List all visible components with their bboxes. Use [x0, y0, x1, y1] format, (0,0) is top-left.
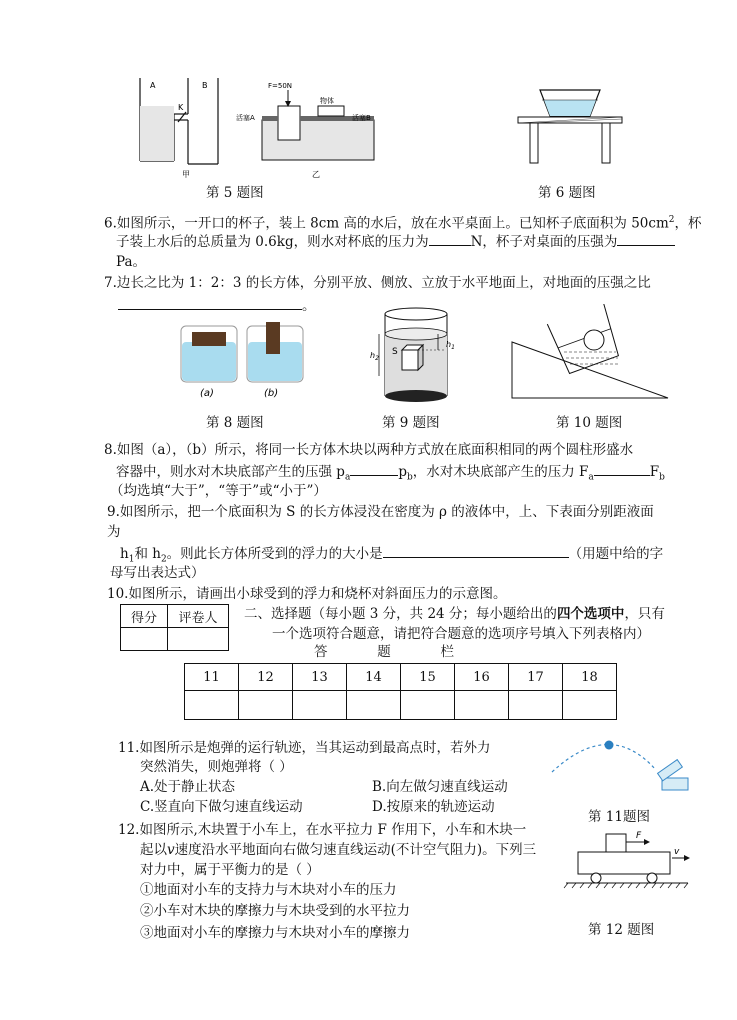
q8-text2d: F: [649, 464, 660, 480]
section2-line1: [244, 604, 665, 624]
q12-option-3[interactable]: ③地面对小车的摩擦力与木块对小车的摩擦力: [140, 925, 410, 941]
q8-sub-fa: a: [588, 472, 594, 483]
fig9-h2-h: h: [370, 351, 376, 360]
q12-option-1[interactable]: ①地面对小车的支持力与木块对小车的压力: [140, 882, 397, 898]
q8-blank-force[interactable]: [594, 461, 650, 476]
fig5-label-force: F=50N: [268, 82, 293, 90]
answer-cell-16[interactable]: [455, 691, 509, 720]
fig9-h2-sub: 2: [375, 355, 379, 362]
figure-6: [510, 86, 630, 166]
q8-text2b: p: [398, 464, 407, 480]
answer-title-3: 栏: [440, 644, 454, 660]
figure-5: [130, 76, 390, 180]
q8-text2c: ，水对木块底部产生的压力 F: [412, 464, 589, 480]
grader-cell[interactable]: [168, 628, 229, 651]
answer-cell-12[interactable]: [239, 691, 293, 720]
fig5-label-piston-b: 活塞B: [352, 114, 371, 122]
q9-h: h: [120, 546, 129, 562]
section2-text1c: ，只有: [624, 606, 665, 622]
q6-text2b: N，杯子对桌面的压强为: [470, 234, 618, 250]
q9-blank-buoyancy[interactable]: [383, 543, 569, 558]
score-box: [120, 604, 229, 651]
fig5-label-piston-a: 活塞A: [236, 114, 255, 122]
q10-line1: 10.如图所示，请画出小球受到的浮力和烧杯对斜面压力的示意图。: [107, 586, 507, 602]
fig5-label-jia: 甲: [182, 170, 190, 179]
fig11-caption: 第 11题图: [588, 809, 650, 825]
section2-text1a: 二、选择题（每小题 3 分，共 24 分；每小题给出的: [244, 606, 557, 622]
q8-sub-fb: b: [659, 472, 665, 483]
fig9-h1-sub: 1: [451, 344, 455, 351]
q9-text3c: 。则此长方体所受到的浮力的大小是: [166, 546, 383, 562]
q6-text1: 6.如图所示，一开口的杯子，装上 8cm 高的水后，放在水平桌面上。已知杯子底面积为 50cm: [104, 215, 669, 232]
grader-header: 评卷人: [168, 605, 229, 628]
q12-option-2[interactable]: ②小车对木块的摩擦力与木块受到的水平拉力: [140, 903, 410, 919]
q8-sub-a: a: [344, 472, 351, 483]
answer-cell-14[interactable]: [347, 691, 401, 720]
figure-8: [178, 318, 310, 402]
figure-10: [508, 304, 670, 400]
figure-9: [366, 304, 466, 408]
answer-col-11: 11: [185, 664, 239, 691]
q11-option-b[interactable]: B.向左做匀速直线运动: [372, 779, 508, 795]
q9-sub1: 1: [128, 554, 135, 565]
q12-line1: 12.如图所示,木块置于小车上，在水平拉力 F 作用下，小车和木块一: [118, 822, 527, 838]
answer-title-2: 题: [377, 644, 391, 660]
fig5-label-k: K: [178, 103, 184, 112]
q8-blank-pressure[interactable]: [350, 461, 398, 476]
q12-line3: 对力中，属于平衡力的是（ ）: [140, 862, 320, 878]
q6-line1: [104, 210, 701, 234]
fig12-caption: 第 12 题图: [588, 922, 655, 938]
q7-line1: 7.边长之比为 1：2：3 的长方体，分别平放、侧放、立放于水平地面上，对地面的压强之比: [104, 275, 651, 291]
answer-col-14: 14: [347, 664, 401, 691]
q6-line2: [116, 231, 675, 252]
q12-text2b: 速度沿水平地面向右做匀速直线运动(不计空气阻力)。下列三: [174, 842, 537, 858]
answer-cell-17[interactable]: [509, 691, 563, 720]
q6-sup: 2: [668, 215, 675, 225]
answer-title: [314, 642, 454, 662]
section2-line2: 一个选项符合题意，请把符合题意的选项序号填入下列表格内）: [272, 626, 650, 642]
answer-cell-15[interactable]: [401, 691, 455, 720]
q9-text3d: （用题中给的字: [568, 546, 664, 562]
answer-col-15: 15: [401, 664, 455, 691]
q7-blank-ratio[interactable]: [118, 295, 302, 310]
fig9-h1-h: h: [446, 340, 452, 349]
answer-col-12: 12: [239, 664, 293, 691]
fig10-caption: 第 10 题图: [556, 415, 623, 431]
q12-text2a: 起以: [140, 842, 167, 858]
q7-end: 。: [302, 298, 316, 314]
q7-line2: [118, 295, 316, 316]
fig5-label-yi: 乙: [312, 170, 320, 179]
answer-col-18: 18: [563, 664, 617, 691]
q11-option-a[interactable]: A.处于静止状态: [140, 779, 236, 795]
answer-col-17: 17: [509, 664, 563, 691]
fig9-label-h2: [370, 351, 379, 362]
q6-blank-force[interactable]: [429, 231, 471, 246]
q6-text2a: 子装上水后的总质量为 0.6kg，则水对杯底的压力为: [116, 234, 429, 250]
answer-col-13: 13: [293, 664, 347, 691]
score-header: 得分: [121, 605, 168, 628]
q11-line1: 11.如图所示是炮弹的运行轨迹，当其运动到最高点时，若外力: [118, 740, 491, 756]
fig8-label-b: (b): [264, 388, 279, 399]
q9-line4: 母写出表达式）: [110, 565, 205, 581]
answer-cell-11[interactable]: [185, 691, 239, 720]
q8-line3: （均选填“大于”，“等于”或“小于”）: [110, 483, 327, 499]
q11-line2: 突然消失，则炮弹将（ ）: [140, 759, 293, 775]
answer-cell-18[interactable]: [563, 691, 617, 720]
fig5-label-a: A: [150, 81, 156, 90]
q9-sub2: 2: [160, 554, 167, 565]
score-cell[interactable]: [121, 628, 168, 651]
q6-line3: Pa。: [116, 254, 147, 270]
fig9-label-s: S: [392, 347, 398, 357]
q11-option-c[interactable]: C.竖直向下做匀速直线运动: [140, 799, 303, 815]
figure-11: [548, 734, 694, 798]
answer-table: [184, 663, 617, 720]
fig5-label-b: B: [202, 81, 208, 90]
answer-title-1: 答: [314, 644, 328, 660]
fig12-label-v: v: [674, 847, 680, 857]
figure-12: [562, 826, 692, 890]
q12-v: v: [167, 842, 175, 858]
q6-blank-pressure[interactable]: [617, 231, 675, 246]
answer-cell-13[interactable]: [293, 691, 347, 720]
fig8-caption: 第 8 题图: [206, 415, 264, 431]
q9-text3b: 和 h: [134, 546, 161, 562]
fig8-label-a: (a): [200, 388, 214, 399]
q6-text1b: ，杯: [674, 215, 702, 232]
fig5-label-object: 物体: [320, 97, 334, 105]
q11-option-d[interactable]: D.按原来的轨迹运动: [372, 799, 495, 815]
section2-text1b: 四个选项中: [556, 606, 625, 622]
fig6-caption: 第 6 题图: [538, 185, 596, 201]
q9-line1: 9.如图所示，把一个底面积为 S 的长方体浸没在密度为 ρ 的液体中，上、下表面分别距液面: [107, 504, 654, 520]
q8-line1: 8.如图（a），（b）所示，将同一长方体木块以两种方式放在底面积相同的两个圆柱形盛水: [104, 442, 634, 458]
answer-col-16: 16: [455, 664, 509, 691]
q9-line2: 为: [107, 524, 121, 540]
q8-text2a: 容器中，则水对木块底部产生的压强 p: [116, 464, 345, 480]
q12-line2: [140, 840, 536, 860]
q8-sub-b: b: [406, 472, 413, 483]
fig9-caption: 第 9 题图: [382, 415, 440, 431]
fig5-caption: 第 5 题图: [206, 185, 264, 201]
fig12-label-f: F: [636, 831, 642, 841]
